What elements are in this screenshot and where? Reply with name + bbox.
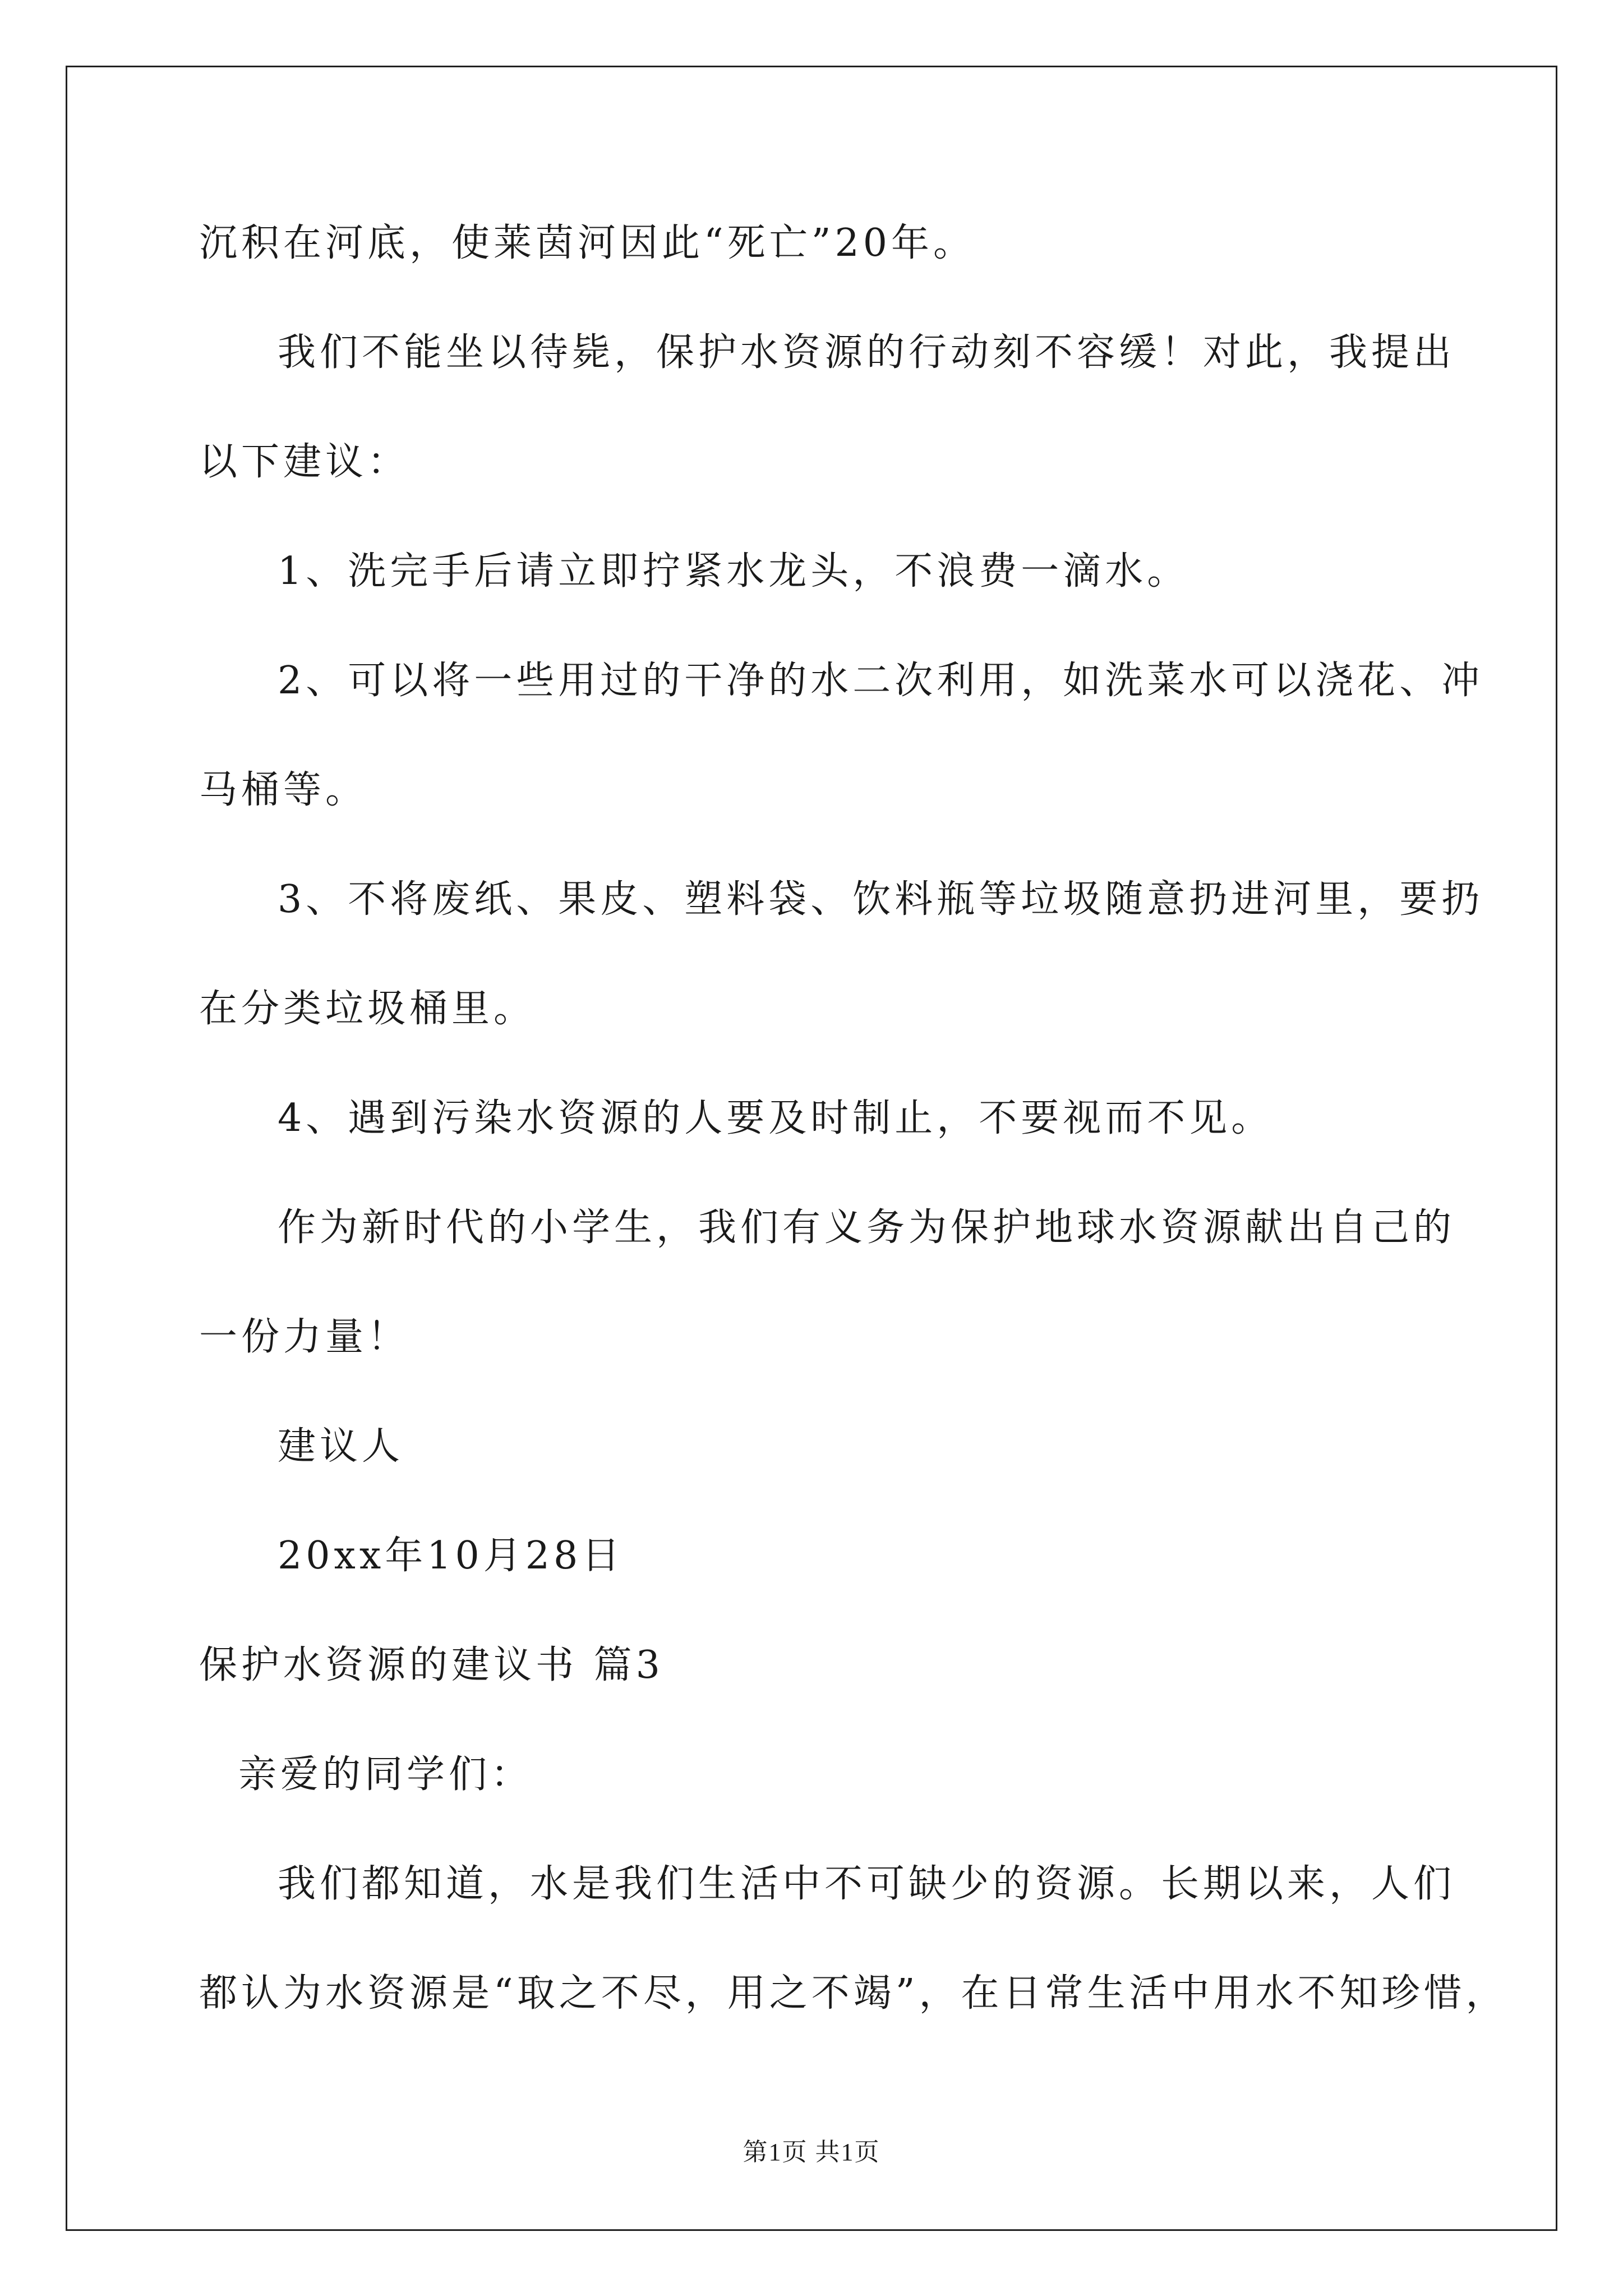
paragraph-line: 沉积在河底，使莱茵河因此“死亡”20年。 bbox=[199, 221, 976, 265]
page-border bbox=[66, 66, 1557, 2231]
paragraph-line: 马桶等。 bbox=[199, 768, 368, 812]
paragraph-line: 以下建议： bbox=[199, 440, 410, 484]
list-item: 4、遇到污染水资源的人要及时制止，不要视而不见。 bbox=[278, 1096, 1274, 1140]
page-footer: 第1页 共1页 bbox=[743, 2138, 880, 2166]
salutation: 亲爱的同学们： bbox=[238, 1752, 533, 1797]
paragraph-line: 都认为水资源是“取之不尽，用之不竭”，在日常生活中用水不知珍惜， bbox=[199, 1971, 1508, 2016]
list-item: 3、不将废纸、果皮、塑料袋、饮料瓶等垃圾随意扔进河里，要扔 bbox=[278, 877, 1484, 922]
list-item: 2、可以将一些用过的干净的水二次利用，如洗菜水可以浇花、冲 bbox=[278, 659, 1484, 703]
paragraph-line: 在分类垃圾桶里。 bbox=[199, 987, 536, 1031]
section-heading: 保护水资源的建议书 篇3 bbox=[199, 1643, 664, 1687]
paragraph-line: 我们都知道，水是我们生活中不可缺少的资源。长期以来，人们 bbox=[278, 1862, 1456, 1906]
paragraph-line: 我们不能坐以待毙，保护水资源的行动刻不容缓！对此，我提出 bbox=[278, 330, 1456, 375]
signature-label: 建议人 bbox=[278, 1424, 404, 1469]
list-item: 1、洗完手后请立即拧紧水龙头，不浪费一滴水。 bbox=[278, 549, 1189, 593]
paragraph-line: 作为新时代的小学生，我们有义务为保护地球水资源献出自己的 bbox=[278, 1205, 1456, 1250]
date-line: 20xx年10月28日 bbox=[278, 1534, 624, 1578]
paragraph-line: 一份力量！ bbox=[199, 1315, 410, 1359]
